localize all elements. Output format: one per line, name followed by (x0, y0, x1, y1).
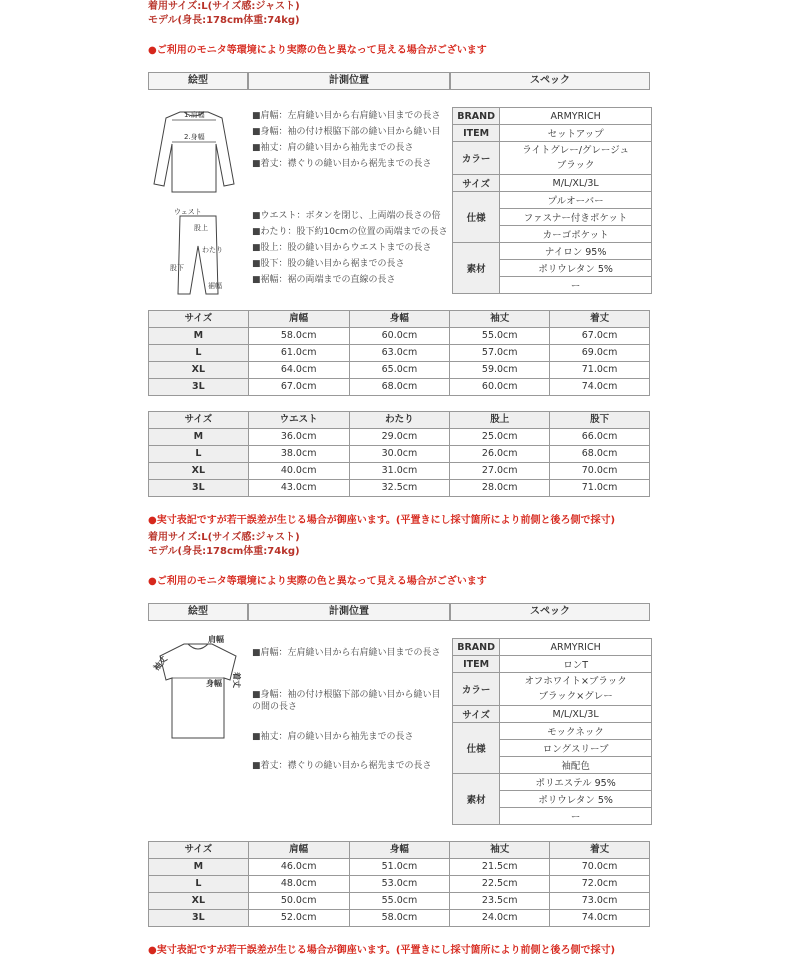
spec-key: ITEM (453, 125, 500, 142)
measure-header-row (148, 72, 650, 90)
size-label: XL (149, 893, 249, 910)
size-label: L (149, 446, 249, 463)
col-header: ウエスト (248, 412, 349, 429)
model-body-text: モデル(身長:178cm体重:74kg) (148, 15, 300, 26)
spec-row-item (453, 125, 652, 142)
col-header: 股下 (550, 412, 650, 429)
table-cell: 53.0cm (349, 876, 450, 893)
figure-label-body: 2.身幅 (184, 133, 205, 141)
table-cell: 29.0cm (349, 429, 450, 446)
spec-value: ファスナー付きポケット (500, 209, 652, 226)
table-cell: 61.0cm (248, 345, 349, 362)
spec-value (500, 673, 652, 706)
spec-row-color (453, 142, 652, 175)
desc-body: ■身幅：袖の付け根脇下部の縫い目から縫い目 (252, 127, 441, 137)
table-cell: 70.0cm (550, 463, 650, 480)
table-cell: 60.0cm (349, 328, 450, 345)
spec-row-brand (453, 639, 652, 656)
table-cell: 70.0cm (550, 859, 650, 876)
col-header: サイズ (149, 842, 249, 859)
table-cell: 46.0cm (248, 859, 349, 876)
figure-label-inseam: 股下 (170, 264, 184, 272)
table-cell: 28.0cm (450, 480, 550, 497)
table-cell: 57.0cm (450, 345, 550, 362)
size-label: 3L (149, 910, 249, 927)
table-row (149, 463, 650, 480)
desc-waist: ■ウエスト：ボタンを閉じ、上両端の長さの倍 (252, 211, 441, 221)
table-cell: 67.0cm (550, 328, 650, 345)
table-row (149, 345, 650, 362)
spec-value: ARMYRICH (500, 108, 652, 125)
spec-value: ー (500, 808, 652, 825)
figure-label-rise: 股上 (194, 224, 208, 232)
spec-value: ー (500, 277, 652, 294)
spec-value: セットアップ (500, 125, 652, 142)
table-cell: 23.5cm (450, 893, 550, 910)
table-cell: 27.0cm (450, 463, 550, 480)
header-spec: スペック (450, 603, 650, 621)
model-fit-text: 着用サイズ:L(サイズ感:ジャスト) (148, 532, 300, 543)
spec-value: M/L/XL/3L (500, 175, 652, 192)
spec-key: 仕様 (453, 723, 500, 774)
spec-row-feature (453, 192, 652, 209)
spec-value: ポリエステル 95% (500, 774, 652, 791)
col-header: 着丈 (550, 842, 650, 859)
table-cell: 55.0cm (450, 328, 550, 345)
size-label: L (149, 876, 249, 893)
table-cell: 67.0cm (248, 379, 349, 396)
size-table-header (149, 842, 650, 859)
desc-hem: ■裾幅：裾の両端までの直線の長さ (252, 275, 396, 285)
size-table-tshirt (148, 841, 650, 927)
desc-inseam: ■股下：股の縫い目から裾までの長さ (252, 259, 405, 269)
spec-key: カラー (453, 142, 500, 175)
figure-label-waist: ウェスト (174, 208, 202, 216)
tshirt-measure-descriptions (252, 647, 447, 776)
table-cell: 72.0cm (550, 876, 650, 893)
figure-label-thigh: わたり (202, 246, 223, 254)
table-cell: 21.5cm (450, 859, 550, 876)
size-note: ●実寸表記ですが若干誤差が生じる場合が御座います。(平置きにし採寸箇所により前側と後ろ側で採寸) (148, 945, 616, 956)
measure-header-row (148, 603, 650, 621)
size-label: XL (149, 362, 249, 379)
table-cell: 68.0cm (349, 379, 450, 396)
header-spec: スペック (450, 72, 650, 90)
table-cell: 63.0cm (349, 345, 450, 362)
desc-sleeve: ■袖丈：肩の縫い目から袖先までの長さ (252, 143, 414, 153)
size-label: 3L (149, 379, 249, 396)
spec-row-material (453, 243, 652, 260)
table-cell: 68.0cm (550, 446, 650, 463)
col-header: サイズ (149, 311, 249, 328)
table-row (149, 429, 650, 446)
table-cell: 30.0cm (349, 446, 450, 463)
size-table-header (149, 311, 650, 328)
figure-label-sleeve: 袖丈 (151, 654, 170, 673)
table-cell: 32.5cm (349, 480, 450, 497)
spec-key: 素材 (453, 243, 500, 294)
spec-value-line: ブラック (556, 160, 595, 171)
spec-value: ポリウレタン 5% (500, 260, 652, 277)
desc-length: ■着丈：襟ぐりの縫い目から裾先までの長さ (252, 159, 432, 169)
spec-row-size (453, 706, 652, 723)
table-cell: 71.0cm (550, 362, 650, 379)
col-header: 袖丈 (450, 842, 550, 859)
figure-label-body: 身幅 (206, 679, 222, 688)
table-cell: 58.0cm (349, 910, 450, 927)
table-row (149, 328, 650, 345)
size-table-bottom (148, 411, 650, 497)
col-header: 着丈 (550, 311, 650, 328)
desc-sleeve: ■袖丈：肩の縫い目から袖先までの長さ (252, 732, 414, 742)
spec-table (452, 107, 652, 294)
table-cell: 26.0cm (450, 446, 550, 463)
color-note: ●ご利用のモニタ等環境により実際の色と異なって見える場合がございます (148, 45, 487, 56)
size-note: ●実寸表記ですが若干誤差が生じる場合が御座います。(平置きにし採寸箇所により前側と後ろ側で採寸) (148, 515, 616, 526)
col-header: 肩幅 (248, 842, 349, 859)
figure-label-shoulder: 肩幅 (208, 635, 224, 644)
table-row (149, 859, 650, 876)
model-fit-text: 着用サイズ:L(サイズ感:ジャスト) (148, 1, 300, 12)
table-cell: 52.0cm (248, 910, 349, 927)
size-table-header (149, 412, 650, 429)
spec-key: カラー (453, 673, 500, 706)
col-header: 身幅 (349, 842, 450, 859)
desc-shoulder: ■肩幅：左肩縫い目から右肩縫い目までの長さ (252, 648, 441, 658)
table-row (149, 362, 650, 379)
table-cell: 38.0cm (248, 446, 349, 463)
table-row (149, 379, 650, 396)
spec-value: ARMYRICH (500, 639, 652, 656)
table-cell: 31.0cm (349, 463, 450, 480)
bottom-measure-descriptions (252, 210, 452, 290)
table-cell: 55.0cm (349, 893, 450, 910)
spec-value: 袖配色 (500, 757, 652, 774)
col-header: サイズ (149, 412, 249, 429)
col-header: 肩幅 (248, 311, 349, 328)
figure-label-shoulder: 1.肩幅 (184, 111, 205, 119)
spec-value: M/L/XL/3L (500, 706, 652, 723)
table-cell: 43.0cm (248, 480, 349, 497)
table-cell: 22.5cm (450, 876, 550, 893)
spec-value: ポリウレタン 5% (500, 791, 652, 808)
table-cell: 74.0cm (550, 379, 650, 396)
spec-key: BRAND (453, 639, 500, 656)
figure-label-length: 着丈 (232, 672, 241, 688)
color-note: ●ご利用のモニタ等環境により実際の色と異なって見える場合がございます (148, 576, 487, 587)
table-cell: 51.0cm (349, 859, 450, 876)
header-figure: 絵型 (148, 603, 248, 621)
spec-key: 仕様 (453, 192, 500, 243)
spec-value: ナイロン 95% (500, 243, 652, 260)
table-cell: 50.0cm (248, 893, 349, 910)
table-cell: 36.0cm (248, 429, 349, 446)
size-label: M (149, 328, 249, 345)
col-header: わたり (349, 412, 450, 429)
table-row (149, 480, 650, 497)
table-cell: 59.0cm (450, 362, 550, 379)
table-cell: 65.0cm (349, 362, 450, 379)
table-cell: 40.0cm (248, 463, 349, 480)
col-header: 身幅 (349, 311, 450, 328)
table-cell: 24.0cm (450, 910, 550, 927)
col-header: 股上 (450, 412, 550, 429)
spec-value-line: ライトグレー/グレージュ (522, 145, 630, 156)
size-label: M (149, 429, 249, 446)
size-table-top (148, 310, 650, 396)
desc-body: ■身幅：袖の付け根脇下部の縫い目から縫い目の間の長さ (252, 690, 441, 712)
table-cell: 64.0cm (248, 362, 349, 379)
top-measure-descriptions (252, 110, 452, 174)
size-label: XL (149, 463, 249, 480)
table-cell: 58.0cm (248, 328, 349, 345)
table-cell: 69.0cm (550, 345, 650, 362)
desc-thigh: ■わたり：股下約10cmの位置の両端までの長さ (252, 227, 448, 237)
spec-row-feature (453, 723, 652, 740)
table-cell: 74.0cm (550, 910, 650, 927)
spec-value: カーゴポケット (500, 226, 652, 243)
table-cell: 48.0cm (248, 876, 349, 893)
figure-label-hem: 裾幅 (208, 282, 222, 290)
spec-row-size (453, 175, 652, 192)
spec-row-color (453, 673, 652, 706)
header-figure: 絵型 (148, 72, 248, 90)
spec-value: ロンT (500, 656, 652, 673)
spec-key: 素材 (453, 774, 500, 825)
spec-value: プルオーバー (500, 192, 652, 209)
desc-shoulder: ■肩幅：左肩縫い目から右肩縫い目までの長さ (252, 111, 441, 121)
spec-value-line: オフホワイト×ブラック (524, 676, 627, 687)
table-cell: 73.0cm (550, 893, 650, 910)
spec-table (452, 638, 652, 825)
spec-key: ITEM (453, 656, 500, 673)
table-cell: 66.0cm (550, 429, 650, 446)
spec-key: サイズ (453, 175, 500, 192)
desc-rise: ■股上：股の縫い目からウエストまでの長さ (252, 243, 432, 253)
spec-key: BRAND (453, 108, 500, 125)
table-row (149, 446, 650, 463)
spec-value: モックネック (500, 723, 652, 740)
model-body-text: モデル(身長:178cm体重:74kg) (148, 546, 300, 557)
size-label: 3L (149, 480, 249, 497)
size-label: M (149, 859, 249, 876)
jacket-figure (150, 104, 240, 196)
table-cell: 60.0cm (450, 379, 550, 396)
pants-figure (168, 206, 228, 298)
table-cell: 71.0cm (550, 480, 650, 497)
header-position: 計測位置 (248, 72, 450, 90)
table-row (149, 910, 650, 927)
table-row (149, 876, 650, 893)
desc-length: ■着丈：襟ぐりの縫い目から裾先までの長さ (252, 761, 432, 771)
spec-row-material (453, 774, 652, 791)
table-row (149, 893, 650, 910)
tshirt-figure (150, 634, 246, 742)
table-cell: 25.0cm (450, 429, 550, 446)
col-header: 袖丈 (450, 311, 550, 328)
size-label: L (149, 345, 249, 362)
spec-value (500, 142, 652, 175)
spec-row-brand (453, 108, 652, 125)
spec-value: ロングスリーブ (500, 740, 652, 757)
spec-value-line: ブラック×グレー (538, 691, 613, 702)
header-position: 計測位置 (248, 603, 450, 621)
spec-row-item (453, 656, 652, 673)
spec-key: サイズ (453, 706, 500, 723)
